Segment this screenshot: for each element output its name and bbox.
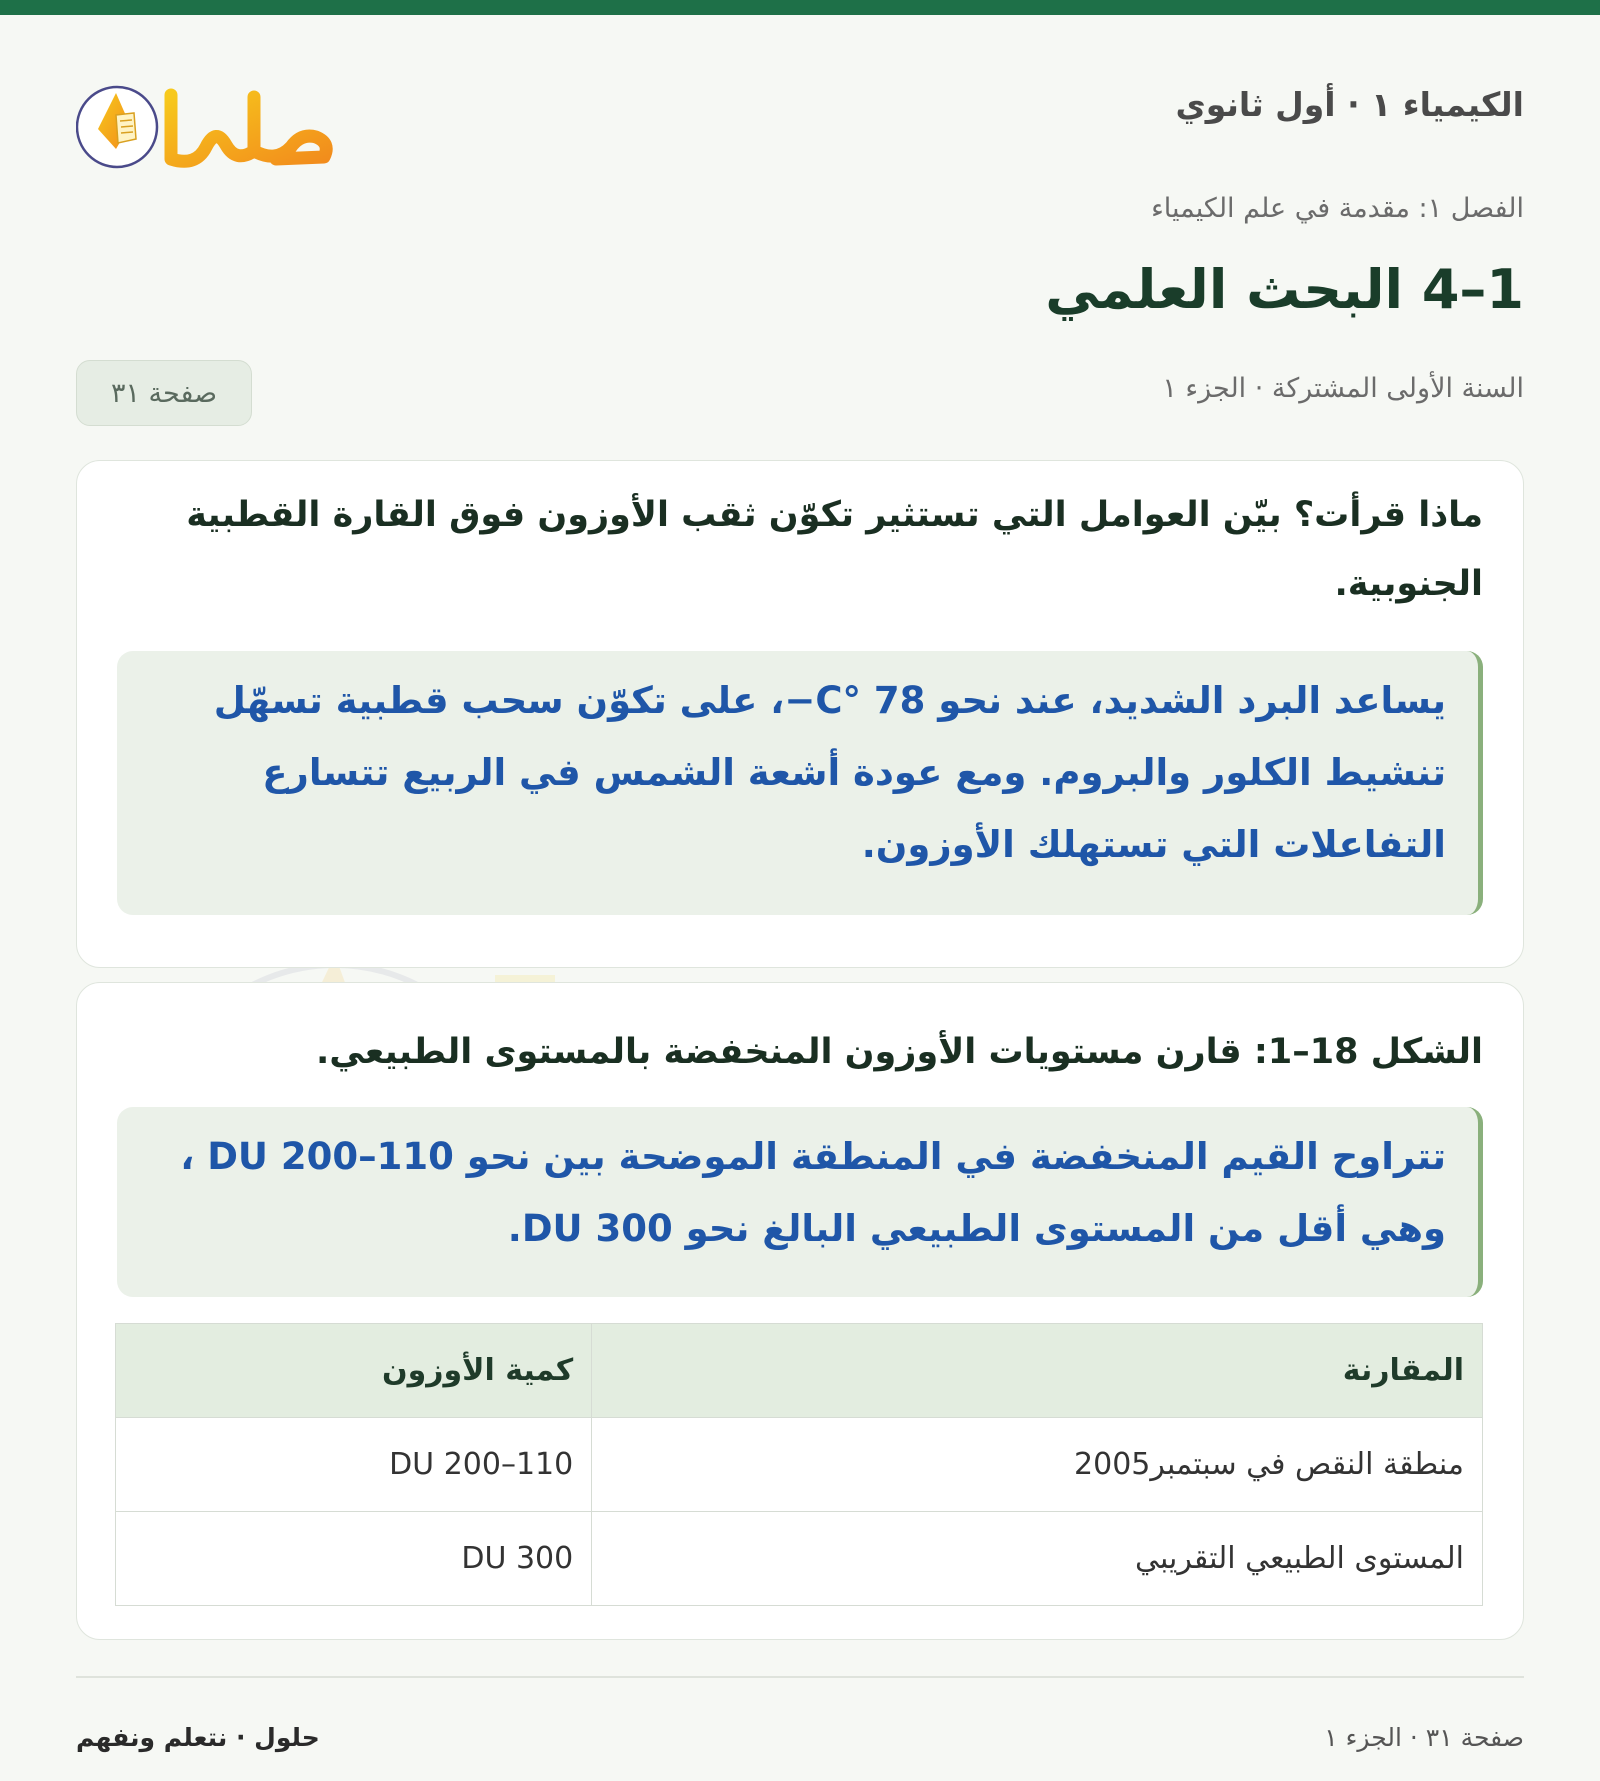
question-text: الشكل 18–1: قارن مستويات الأوزون المنخفضة بالمستوى الطبيعي. — [316, 1032, 1483, 1072]
hulul-logo[interactable] — [76, 67, 336, 177]
comparison-table — [115, 1323, 1483, 1606]
question-card-1 — [76, 460, 1524, 968]
table-row — [116, 1512, 1483, 1606]
page-container — [76, 15, 1524, 1781]
subject-title: الكيمياء ١ · أول ثانوي — [1175, 85, 1524, 124]
column-header: المقارنة — [592, 1324, 1483, 1418]
table-cell: المستوى الطبيعي التقريبي — [592, 1512, 1483, 1606]
top-accent-bar — [0, 0, 1600, 15]
table-row — [116, 1418, 1483, 1512]
table-cell: 300 DU — [116, 1512, 592, 1606]
table-header-row — [116, 1324, 1483, 1418]
question-text: ماذا قرأت؟ بيّن العوامل التي تستثير تكوّن ثقب الأوزون فوق القارة القطبية الجنوبية. — [186, 495, 1483, 604]
chapter-label: الفصل ١: مقدمة في علم الكيمياء — [1151, 193, 1524, 224]
lesson-title: 1–4 البحث العلمي — [1045, 258, 1524, 321]
footer-brand: حلول · نتعلم ونفهم — [76, 1723, 320, 1752]
answer-box: تتراوح القيم المنخفضة في المنطقة الموضحة بين نحو 110–200 DU ، وهي أقل من المستوى الطبيعي البالغ نحو 300 DU. — [117, 1107, 1483, 1297]
meta-row — [76, 360, 1524, 430]
answer-box: يساعد البرد الشديد، عند نحو 78 °C−، على تكوّن سحب قطبية تسهّل تنشيط الكلور والبروم. ومع عودة أشعة الشمس في الربيع تتسارع التفاعلات التي تستهلك الأوزون. — [117, 651, 1483, 915]
table-cell: منطقة النقص في سبتمبر2005 — [592, 1418, 1483, 1512]
footer-page-info: صفحة ٣١ · الجزء ١ — [1324, 1723, 1524, 1752]
page-header — [76, 85, 1524, 195]
table-cell: 110–200 DU — [116, 1418, 592, 1512]
page-number-badge: صفحة ٣١ — [76, 360, 252, 426]
course-meta: السنة الأولى المشتركة · الجزء ١ — [1162, 373, 1524, 404]
footer-divider — [76, 1676, 1524, 1678]
question-card-2 — [76, 982, 1524, 1640]
column-header: كمية الأوزون — [116, 1324, 592, 1418]
